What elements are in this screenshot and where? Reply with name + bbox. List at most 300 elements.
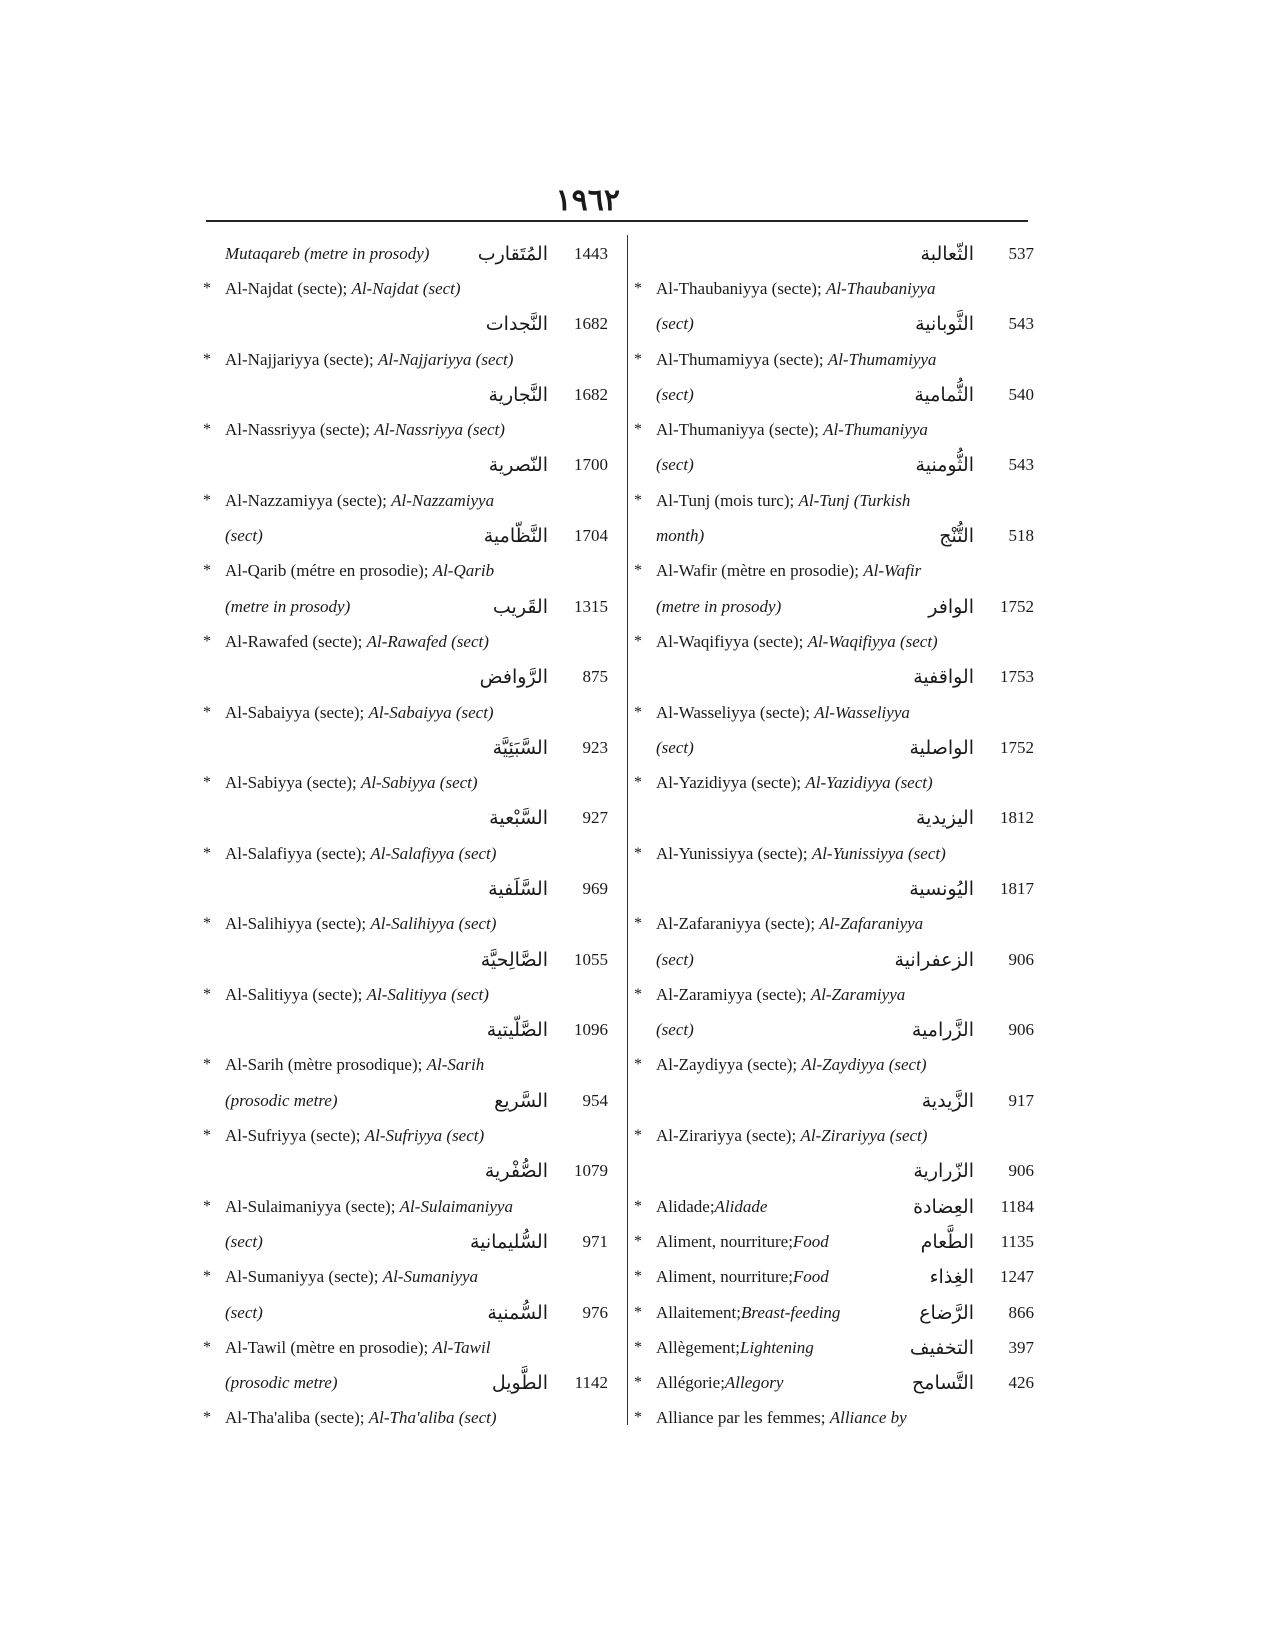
entry-continuation <box>203 589 608 624</box>
entry-text <box>225 350 608 370</box>
entry-left <box>634 1197 767 1217</box>
continuation-right <box>486 313 608 335</box>
entry-star: * <box>203 1127 211 1145</box>
page-ref: 1682 <box>574 384 608 404</box>
arabic-term: السَّلَفية <box>488 877 548 900</box>
entry-french: Al-Qarib (métre en prosodie); <box>225 561 433 581</box>
continuation-right <box>912 1019 1034 1041</box>
entry-star: * <box>634 1056 642 1074</box>
entry-line <box>634 1118 1034 1153</box>
continuation-right <box>916 454 1034 476</box>
entry-star: * <box>634 1127 642 1145</box>
page-ref: 1315 <box>574 596 608 616</box>
arabic-term: المُتَقارب <box>477 242 548 265</box>
entry-text <box>225 985 608 1005</box>
entry-line <box>203 624 608 659</box>
page-ref: 543 <box>1008 314 1034 334</box>
entry-line <box>634 1048 1034 1083</box>
entry-right <box>919 1302 1034 1324</box>
arabic-term: الرَّضاع <box>919 1301 974 1324</box>
entry-french: Al-Wafir (mètre en prosodie); <box>656 561 864 581</box>
page-ref: 540 <box>1008 384 1034 404</box>
entry-star: * <box>203 1338 211 1356</box>
entry-french: Al-Wasseliyya (secte); <box>656 702 815 722</box>
entry-star: * <box>203 915 211 933</box>
entry-french: Al-Yunissiyya (secte); <box>656 843 812 863</box>
entry-french: Alidade; <box>656 1196 715 1216</box>
entry-french: Al-Nazzamiyya (secte); <box>225 490 392 510</box>
continuation-left <box>634 526 704 546</box>
entry-text <box>225 1126 608 1146</box>
arabic-term: النّصرية <box>488 454 548 477</box>
entry-full-line <box>634 1224 1034 1259</box>
entry-continuation <box>634 730 1034 765</box>
arabic-term: السُّمنية <box>487 1301 548 1324</box>
entry-text <box>225 844 608 864</box>
entry-english: Al-Wafir <box>863 561 922 581</box>
continuation-right <box>489 807 608 829</box>
entry-continuation <box>203 236 608 271</box>
continuation-right <box>913 1160 1034 1182</box>
entry-star: * <box>634 1268 642 1286</box>
continuation-right <box>493 737 608 759</box>
entry-star: * <box>203 774 211 792</box>
entry-text <box>656 561 1034 581</box>
entry-continuation <box>634 1013 1034 1048</box>
continuation-left <box>634 314 694 334</box>
entry-french: Al-Tha'aliba (secte); <box>225 1408 369 1428</box>
entry-continuation <box>203 448 608 483</box>
arabic-term: الصَّلّيتية <box>486 1019 548 1042</box>
entry-english: Al-Salafiyya (sect) <box>370 843 497 863</box>
entry-text <box>225 1267 608 1287</box>
entry-french: Al-Sarih (mètre prosodique); <box>225 1055 427 1075</box>
entry-english: Al-Thaubaniyya <box>825 278 936 298</box>
entry-continuation <box>634 307 1034 342</box>
entry-continuation <box>634 660 1034 695</box>
page-ref: 1752 <box>1000 596 1034 616</box>
page-ref: 426 <box>1008 1373 1034 1393</box>
entry-continuation <box>203 1295 608 1330</box>
entry-star: * <box>203 562 211 580</box>
entry-star: * <box>634 350 642 368</box>
entry-line <box>203 765 608 800</box>
page-ref: 1753 <box>1000 667 1034 687</box>
entry-left <box>634 1232 829 1252</box>
entry-french: Al-Salafiyya (secte); <box>225 843 371 863</box>
page-ref: 1096 <box>574 1020 608 1040</box>
entry-star: * <box>634 1197 642 1215</box>
entry-star: * <box>634 421 642 439</box>
entry-french: Al-Thumaniyya (secte); <box>656 420 824 440</box>
entry-star: * <box>634 632 642 650</box>
entry-continuation <box>203 660 608 695</box>
arabic-term: التُّنْج <box>939 525 974 548</box>
page-ref: 1682 <box>574 314 608 334</box>
page-ref: 969 <box>582 878 608 898</box>
entry-line <box>203 1048 608 1083</box>
entry-french: Al-Sumaniyya (secte); <box>225 1267 383 1287</box>
arabic-term: النَّجارية <box>488 383 548 406</box>
entry-continuation <box>203 1154 608 1189</box>
entry-french: Al-Zaydiyya (secte); <box>656 1055 802 1075</box>
entry-english: Al-Tha'aliba (sect) <box>368 1408 497 1428</box>
entry-star: * <box>634 1374 642 1392</box>
arabic-term: الزعفرانية <box>894 948 974 971</box>
entry-english: (sect) <box>656 737 694 757</box>
entry-continuation <box>634 589 1034 624</box>
arabic-term: السَّريع <box>494 1089 548 1112</box>
continuation-right <box>922 1090 1034 1112</box>
continuation-right <box>914 384 1034 406</box>
entry-star: * <box>203 350 211 368</box>
entry-line <box>203 342 608 377</box>
continuation-left <box>203 1373 338 1393</box>
entry-star: * <box>203 985 211 1003</box>
entry-continuation <box>634 518 1034 553</box>
entry-text <box>225 1055 608 1075</box>
entry-star: * <box>634 703 642 721</box>
entry-english: Al-Rawafed (sect) <box>366 631 489 651</box>
entry-line <box>634 765 1034 800</box>
entry-star: * <box>203 1268 211 1286</box>
entry-english: month) <box>656 526 705 546</box>
entry-english: Al-Nassriyya (sect) <box>374 420 505 440</box>
continuation-right <box>895 949 1034 971</box>
continuation-left <box>203 1232 263 1252</box>
arabic-term: التَّسامح <box>912 1372 974 1395</box>
entry-line <box>634 695 1034 730</box>
page-ref: 1247 <box>1000 1267 1034 1287</box>
entry-english: Al-Zaydiyya (sect) <box>801 1055 927 1075</box>
page-ref: 1817 <box>1000 878 1034 898</box>
entry-french: Aliment, nourriture; <box>656 1231 793 1251</box>
entry-english: Al-Sabiyya (sect) <box>360 773 478 793</box>
entry-french: Al-Thaubaniyya (secte); <box>656 278 826 298</box>
entry-english: Al-Wasseliyya <box>814 702 910 722</box>
entry-text <box>225 420 608 440</box>
entry-continuation <box>203 518 608 553</box>
entry-text <box>656 703 1034 723</box>
entry-line <box>203 836 608 871</box>
entry-english: Alidade <box>714 1196 768 1216</box>
header-rule <box>206 220 1028 222</box>
entry-english: Al-Salihiyya (sect) <box>370 914 497 934</box>
entry-french: Al-Salitiyya (secte); <box>225 984 367 1004</box>
column-divider <box>627 235 628 1425</box>
entry-french: Al-Zafaraniyya (secte); <box>656 914 820 934</box>
entry-english: (sect) <box>225 1231 263 1251</box>
entry-continuation <box>634 942 1034 977</box>
entry-star: * <box>203 279 211 297</box>
entry-star: * <box>203 421 211 439</box>
entry-continuation <box>203 1083 608 1118</box>
page-ref: 1135 <box>1000 1231 1034 1251</box>
entry-text <box>225 279 608 299</box>
entry-text <box>656 773 1034 793</box>
page-ref: 976 <box>582 1302 608 1322</box>
page-ref: 954 <box>582 1090 608 1110</box>
entry-line <box>203 1401 608 1436</box>
entry-full-line <box>634 1189 1034 1224</box>
entry-french: Alliance par les femmes; <box>656 1408 830 1428</box>
entry-full-line <box>634 1330 1034 1365</box>
entry-french: Al-Zaramiyya (secte); <box>656 984 811 1004</box>
entry-english: (prosodic metre) <box>225 1090 338 1110</box>
page-ref: 1055 <box>574 949 608 969</box>
page-ref: 397 <box>1008 1337 1034 1357</box>
continuation-left <box>634 1020 694 1040</box>
continuation-right <box>916 807 1034 829</box>
page-ref: 1079 <box>574 1161 608 1181</box>
page-ref: 1142 <box>574 1373 608 1393</box>
arabic-term: القَريب <box>492 595 548 618</box>
entry-english: Al-Salitiyya (sect) <box>366 984 489 1004</box>
entry-full-line <box>634 1260 1034 1295</box>
entry-text <box>225 1338 608 1358</box>
entry-english: Al-Najjariyya (sect) <box>377 349 514 369</box>
entry-english: Al-Tunj (Turkish <box>798 490 911 510</box>
continuation-left <box>634 385 694 405</box>
entry-text <box>225 914 608 934</box>
entry-english: Food <box>792 1231 829 1251</box>
continuation-left <box>634 597 781 617</box>
entry-full-line <box>634 1366 1034 1401</box>
entry-french: Al-Najjariyya (secte); <box>225 349 378 369</box>
entry-english: Al-Zirariyya (sect) <box>800 1126 928 1146</box>
entry-french: Allégorie; <box>656 1373 725 1393</box>
entry-right <box>913 1196 1034 1218</box>
entry-star: * <box>634 915 642 933</box>
entry-text <box>656 420 1034 440</box>
continuation-left <box>203 1303 263 1323</box>
continuation-right <box>478 243 608 265</box>
entry-line <box>634 977 1034 1012</box>
entry-text <box>656 985 1034 1005</box>
continuation-right <box>485 1160 608 1182</box>
entry-continuation <box>203 730 608 765</box>
entry-line <box>203 695 608 730</box>
entry-text <box>656 491 1034 511</box>
continuation-left <box>634 738 694 758</box>
entry-french: Al-Tawil (mètre en prosodie); <box>225 1337 433 1357</box>
continuation-right <box>928 596 1034 618</box>
entry-text <box>225 632 608 652</box>
page-ref: 906 <box>1008 1161 1034 1181</box>
arabic-term: السَّبْعية <box>489 807 548 830</box>
entry-english: (sect) <box>225 1302 263 1322</box>
continuation-right <box>909 737 1034 759</box>
arabic-term: الطَّويل <box>491 1372 548 1395</box>
arabic-term: اليزيدية <box>915 807 974 830</box>
entry-french: Al-Waqifiyya (secte); <box>656 631 808 651</box>
entry-text <box>656 1055 1034 1075</box>
page-ref: 971 <box>582 1231 608 1251</box>
page-ref: 927 <box>582 808 608 828</box>
entry-line <box>634 907 1034 942</box>
entry-english: Al-Thumamiyya <box>827 349 937 369</box>
entry-line <box>634 342 1034 377</box>
entry-text <box>656 1408 1034 1428</box>
entry-star: * <box>203 1056 211 1074</box>
entry-french: Allègement; <box>656 1337 741 1357</box>
entry-line <box>634 271 1034 306</box>
entry-french: Al-Sulaimaniyya (secte); <box>225 1196 400 1216</box>
entry-continuation <box>634 377 1034 412</box>
entry-text <box>656 844 1034 864</box>
entry-star: * <box>634 985 642 1003</box>
entry-star: * <box>203 1197 211 1215</box>
arabic-term: الصَّالِحيَّة <box>480 948 548 971</box>
entry-french: Aliment, nourriture; <box>656 1267 793 1287</box>
entry-french: Al-Sabiyya (secte); <box>225 773 361 793</box>
entry-line <box>634 412 1034 447</box>
entry-line <box>203 907 608 942</box>
entry-right <box>930 1266 1034 1288</box>
entry-continuation <box>634 1154 1034 1189</box>
entry-continuation <box>203 1224 608 1259</box>
entry-line <box>203 412 608 447</box>
entry-continuation <box>634 448 1034 483</box>
entry-english: Al-Yazidiyya (sect) <box>805 773 933 793</box>
continuation-right <box>493 596 608 618</box>
continuation-right <box>921 243 1034 265</box>
arabic-term: النَّظّامية <box>483 525 548 548</box>
page-number: ١٩٦٢ <box>555 184 620 217</box>
entry-line <box>634 483 1034 518</box>
continuation-right <box>481 949 608 971</box>
entry-english: Breast-feeding <box>740 1302 841 1322</box>
entry-text <box>225 703 608 723</box>
page-ref: 543 <box>1008 455 1034 475</box>
entry-english: Mutaqareb (metre in prosody) <box>225 243 430 263</box>
entry-english: Al-Sumaniyya <box>382 1267 479 1287</box>
entry-english: (prosodic metre) <box>225 1373 338 1393</box>
continuation-left <box>203 597 350 617</box>
continuation-right <box>480 666 608 688</box>
arabic-term: الطَّعام <box>920 1230 974 1253</box>
entry-english: (sect) <box>656 314 694 334</box>
entry-continuation <box>203 1366 608 1401</box>
entry-star: * <box>203 703 211 721</box>
arabic-term: الواقفية <box>913 666 974 689</box>
entry-english: Al-Sulaimaniyya <box>399 1196 513 1216</box>
left-column <box>203 236 608 1436</box>
arabic-term: الثّعالبة <box>920 242 974 265</box>
arabic-term: السُّليمانية <box>469 1230 548 1253</box>
entry-english: Al-Tawil <box>432 1337 491 1357</box>
entry-line <box>203 554 608 589</box>
continuation-left <box>634 950 694 970</box>
page-ref: 906 <box>1008 1020 1034 1040</box>
entry-line <box>203 1118 608 1153</box>
entry-text <box>656 1126 1034 1146</box>
arabic-term: الثَّوبانية <box>915 313 974 336</box>
continuation-right <box>487 1302 608 1324</box>
entry-text <box>656 632 1034 652</box>
entry-english: Al-Yunissiyya (sect) <box>811 843 946 863</box>
arabic-term: الرَّوافض <box>479 666 548 689</box>
page-ref: 866 <box>1008 1302 1034 1322</box>
page-ref: 1700 <box>574 455 608 475</box>
entry-continuation <box>634 236 1034 271</box>
page-ref: 875 <box>582 667 608 687</box>
entry-english: (sect) <box>656 949 694 969</box>
entry-star: * <box>634 1303 642 1321</box>
arabic-term: الغِذاء <box>929 1266 974 1289</box>
page-ref: 917 <box>1008 1090 1034 1110</box>
entry-left <box>634 1267 829 1287</box>
entry-french: Al-Tunj (mois turc); <box>656 490 799 510</box>
entry-star: * <box>203 844 211 862</box>
entry-french: Al-Najdat (secte); <box>225 278 352 298</box>
continuation-right <box>492 1372 608 1394</box>
arabic-term: الصُّفْرية <box>484 1160 548 1183</box>
entry-continuation <box>203 942 608 977</box>
entry-continuation <box>203 307 608 342</box>
entry-line <box>203 271 608 306</box>
right-column <box>634 236 1034 1436</box>
entry-english: Al-Zafaraniyya <box>819 914 924 934</box>
arabic-term: الزَّيدية <box>921 1089 974 1112</box>
continuation-right <box>489 454 608 476</box>
entry-text <box>225 1408 608 1428</box>
entry-continuation <box>634 871 1034 906</box>
page-ref: 1184 <box>1000 1196 1034 1216</box>
entry-text <box>656 279 1034 299</box>
entry-english: Alliance by <box>829 1408 907 1428</box>
entry-french: Al-Salihiyya (secte); <box>225 914 371 934</box>
entry-english: (metre in prosody) <box>656 596 782 616</box>
entry-line <box>203 483 608 518</box>
continuation-right <box>913 666 1034 688</box>
page-ref: 923 <box>582 737 608 757</box>
entry-text <box>656 350 1034 370</box>
entry-english: Food <box>792 1267 829 1287</box>
entry-continuation <box>203 1013 608 1048</box>
page-ref: 1704 <box>574 526 608 546</box>
entry-english: Allegory <box>724 1373 784 1393</box>
continuation-right <box>487 1019 608 1041</box>
entry-text <box>225 491 608 511</box>
page-ref: 537 <box>1008 243 1034 263</box>
arabic-term: الوافر <box>928 595 974 618</box>
entry-right <box>910 1337 1034 1359</box>
page-ref: 1443 <box>574 243 608 263</box>
entry-text <box>225 561 608 581</box>
entry-line <box>203 977 608 1012</box>
entry-star: * <box>634 844 642 862</box>
arabic-term: اليُونسية <box>909 877 974 900</box>
entry-star: * <box>634 279 642 297</box>
arabic-term: الثُّمامية <box>914 383 974 406</box>
continuation-left <box>203 244 429 264</box>
continuation-right <box>484 525 608 547</box>
entry-english: (sect) <box>656 455 694 475</box>
entry-english: Al-Nazzamiyya <box>391 490 495 510</box>
entry-right <box>912 1372 1034 1394</box>
entry-french: Al-Nassriyya (secte); <box>225 420 375 440</box>
entry-line <box>634 1401 1034 1436</box>
entry-french: Al-Sufriyya (secte); <box>225 1126 365 1146</box>
entry-french: Al-Sabaiyya (secte); <box>225 702 369 722</box>
entry-right <box>921 1231 1034 1253</box>
arabic-term: الزّرارية <box>913 1160 974 1183</box>
arabic-term: السَّبَئِيَّة <box>492 736 548 759</box>
entry-text <box>656 914 1034 934</box>
arabic-term: النَّجدات <box>485 313 548 336</box>
entry-star: * <box>634 1338 642 1356</box>
